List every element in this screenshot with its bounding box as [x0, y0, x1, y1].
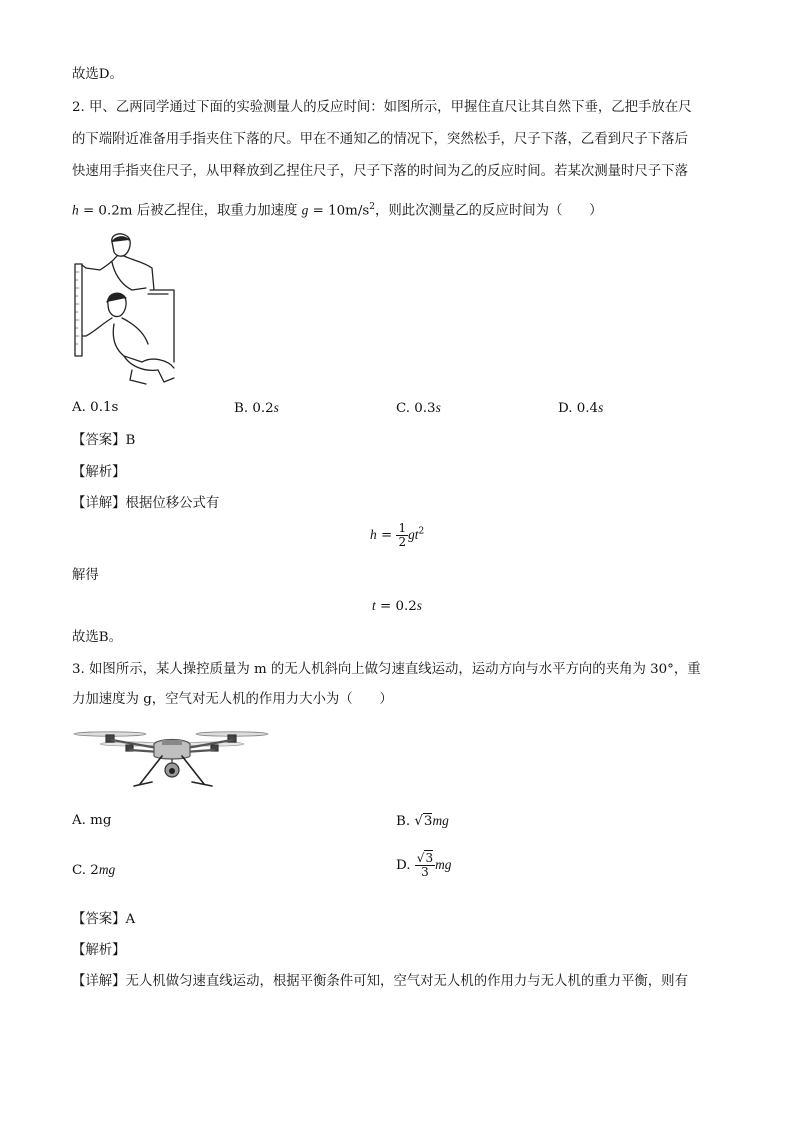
q3-option-c-label: C. 2	[72, 863, 99, 878]
q2-text-end: ，则此次测量乙的反应时间为（ ）	[374, 203, 603, 219]
q3-answer: 【答案】A	[72, 912, 136, 927]
equation-displacement	[370, 522, 424, 549]
q2-text-line-1: 2. 甲、乙两同学通过下面的实验测量人的反应时间：如图所示，甲握住直尺让其自然下垂，乙把手放在尺	[72, 100, 692, 115]
sqrt-sign: √	[414, 814, 423, 829]
q2-option-d	[558, 400, 603, 416]
q3-option-b-label: B.	[396, 814, 415, 829]
q3-option-b-mg: mg	[432, 813, 449, 828]
fraction-half	[396, 522, 408, 549]
fraction-root3-over-3	[415, 852, 435, 879]
q2-analysis: 【解析】	[72, 465, 126, 480]
q2-text-line-3: 快速用手指夹住尺子，从甲释放到乙捏住尺子，尺子下落的时间为乙的反应时间。若某次测量时尺子下落	[72, 164, 688, 179]
eq1-equals: =	[376, 528, 397, 543]
conclusion-prev: 故选D。	[72, 67, 123, 82]
fraction-numerator-root3	[415, 852, 435, 866]
q3-option-d-denominator: 3	[421, 865, 429, 879]
value-g: = 10m/s	[308, 203, 370, 219]
q3-option-d-radicand: 3	[425, 851, 434, 865]
q3-option-c-mg: mg	[98, 862, 116, 877]
q3-option-c	[72, 862, 115, 878]
q2-final: 故选B。	[72, 630, 123, 645]
value-h: = 0.2m	[78, 203, 133, 219]
q3-option-a: A. mg	[72, 813, 112, 828]
eq2-value: = 0.2	[375, 599, 417, 614]
q3-analysis: 【解析】	[72, 943, 126, 958]
eq2-unit: s	[416, 598, 422, 613]
sqrt-sign: √	[416, 851, 425, 865]
q3-option-b-radicand: 3	[423, 814, 433, 829]
eq1-gt: gt	[408, 527, 419, 542]
q2-text-line-4	[72, 197, 603, 221]
eq1-exp: 2	[418, 526, 425, 537]
q3-text-line-1: 3. 如图所示，某人操控质量为 m 的无人机斜向上做匀速直线运动，运动方向与水平方向的夹角为 30°，重	[72, 662, 701, 677]
q2-option-b	[234, 400, 279, 416]
q3-option-d-label: D.	[396, 858, 415, 873]
q3-option-d-mg: mg	[435, 857, 452, 872]
ruler-experiment-illustration	[72, 232, 182, 388]
drone-illustration	[72, 726, 272, 796]
var-g: g	[301, 202, 309, 218]
q2-option-a: A. 0.1s	[72, 400, 119, 415]
q2-option-c-value: C. 0.3	[396, 401, 436, 416]
fraction-numerator: 1	[398, 521, 407, 535]
eq2-t: t	[372, 598, 376, 613]
q2-text-mid: 后被乙捏住，取重力加速度	[132, 203, 302, 219]
var-h: h	[72, 202, 79, 218]
q3-option-b	[396, 813, 449, 829]
q3-detail: 【详解】无人机做匀速直线运动，根据平衡条件可知，空气对无人机的作用力与无人机的重力平衡，则有	[72, 974, 688, 989]
q3-text-line-2: 力加速度为 g，空气对无人机的作用力大小为（ ）	[72, 692, 393, 707]
q2-option-d-unit: s	[598, 400, 604, 415]
q2-solve-label: 解得	[72, 568, 99, 583]
exp-2: 2	[369, 202, 375, 212]
q2-text-line-2: 的下端附近准备用手指夹住下落的尺。甲在不通知乙的情况下，突然松手，尺子下落，乙看到尺子下落后	[72, 132, 688, 147]
q2-detail: 【详解】根据位移公式有	[72, 496, 220, 511]
q3-option-d	[396, 852, 451, 879]
eq1-h: h	[370, 527, 377, 542]
fraction-denominator: 2	[398, 535, 407, 549]
q2-option-d-value: D. 0.4	[558, 401, 599, 416]
q2-option-c-unit: s	[435, 400, 441, 415]
equation-result	[372, 598, 422, 614]
q2-option-b-value: B. 0.2	[234, 401, 274, 416]
q2-answer: 【答案】B	[72, 433, 136, 448]
q2-option-b-unit: s	[273, 400, 279, 415]
q2-option-c	[396, 400, 441, 416]
